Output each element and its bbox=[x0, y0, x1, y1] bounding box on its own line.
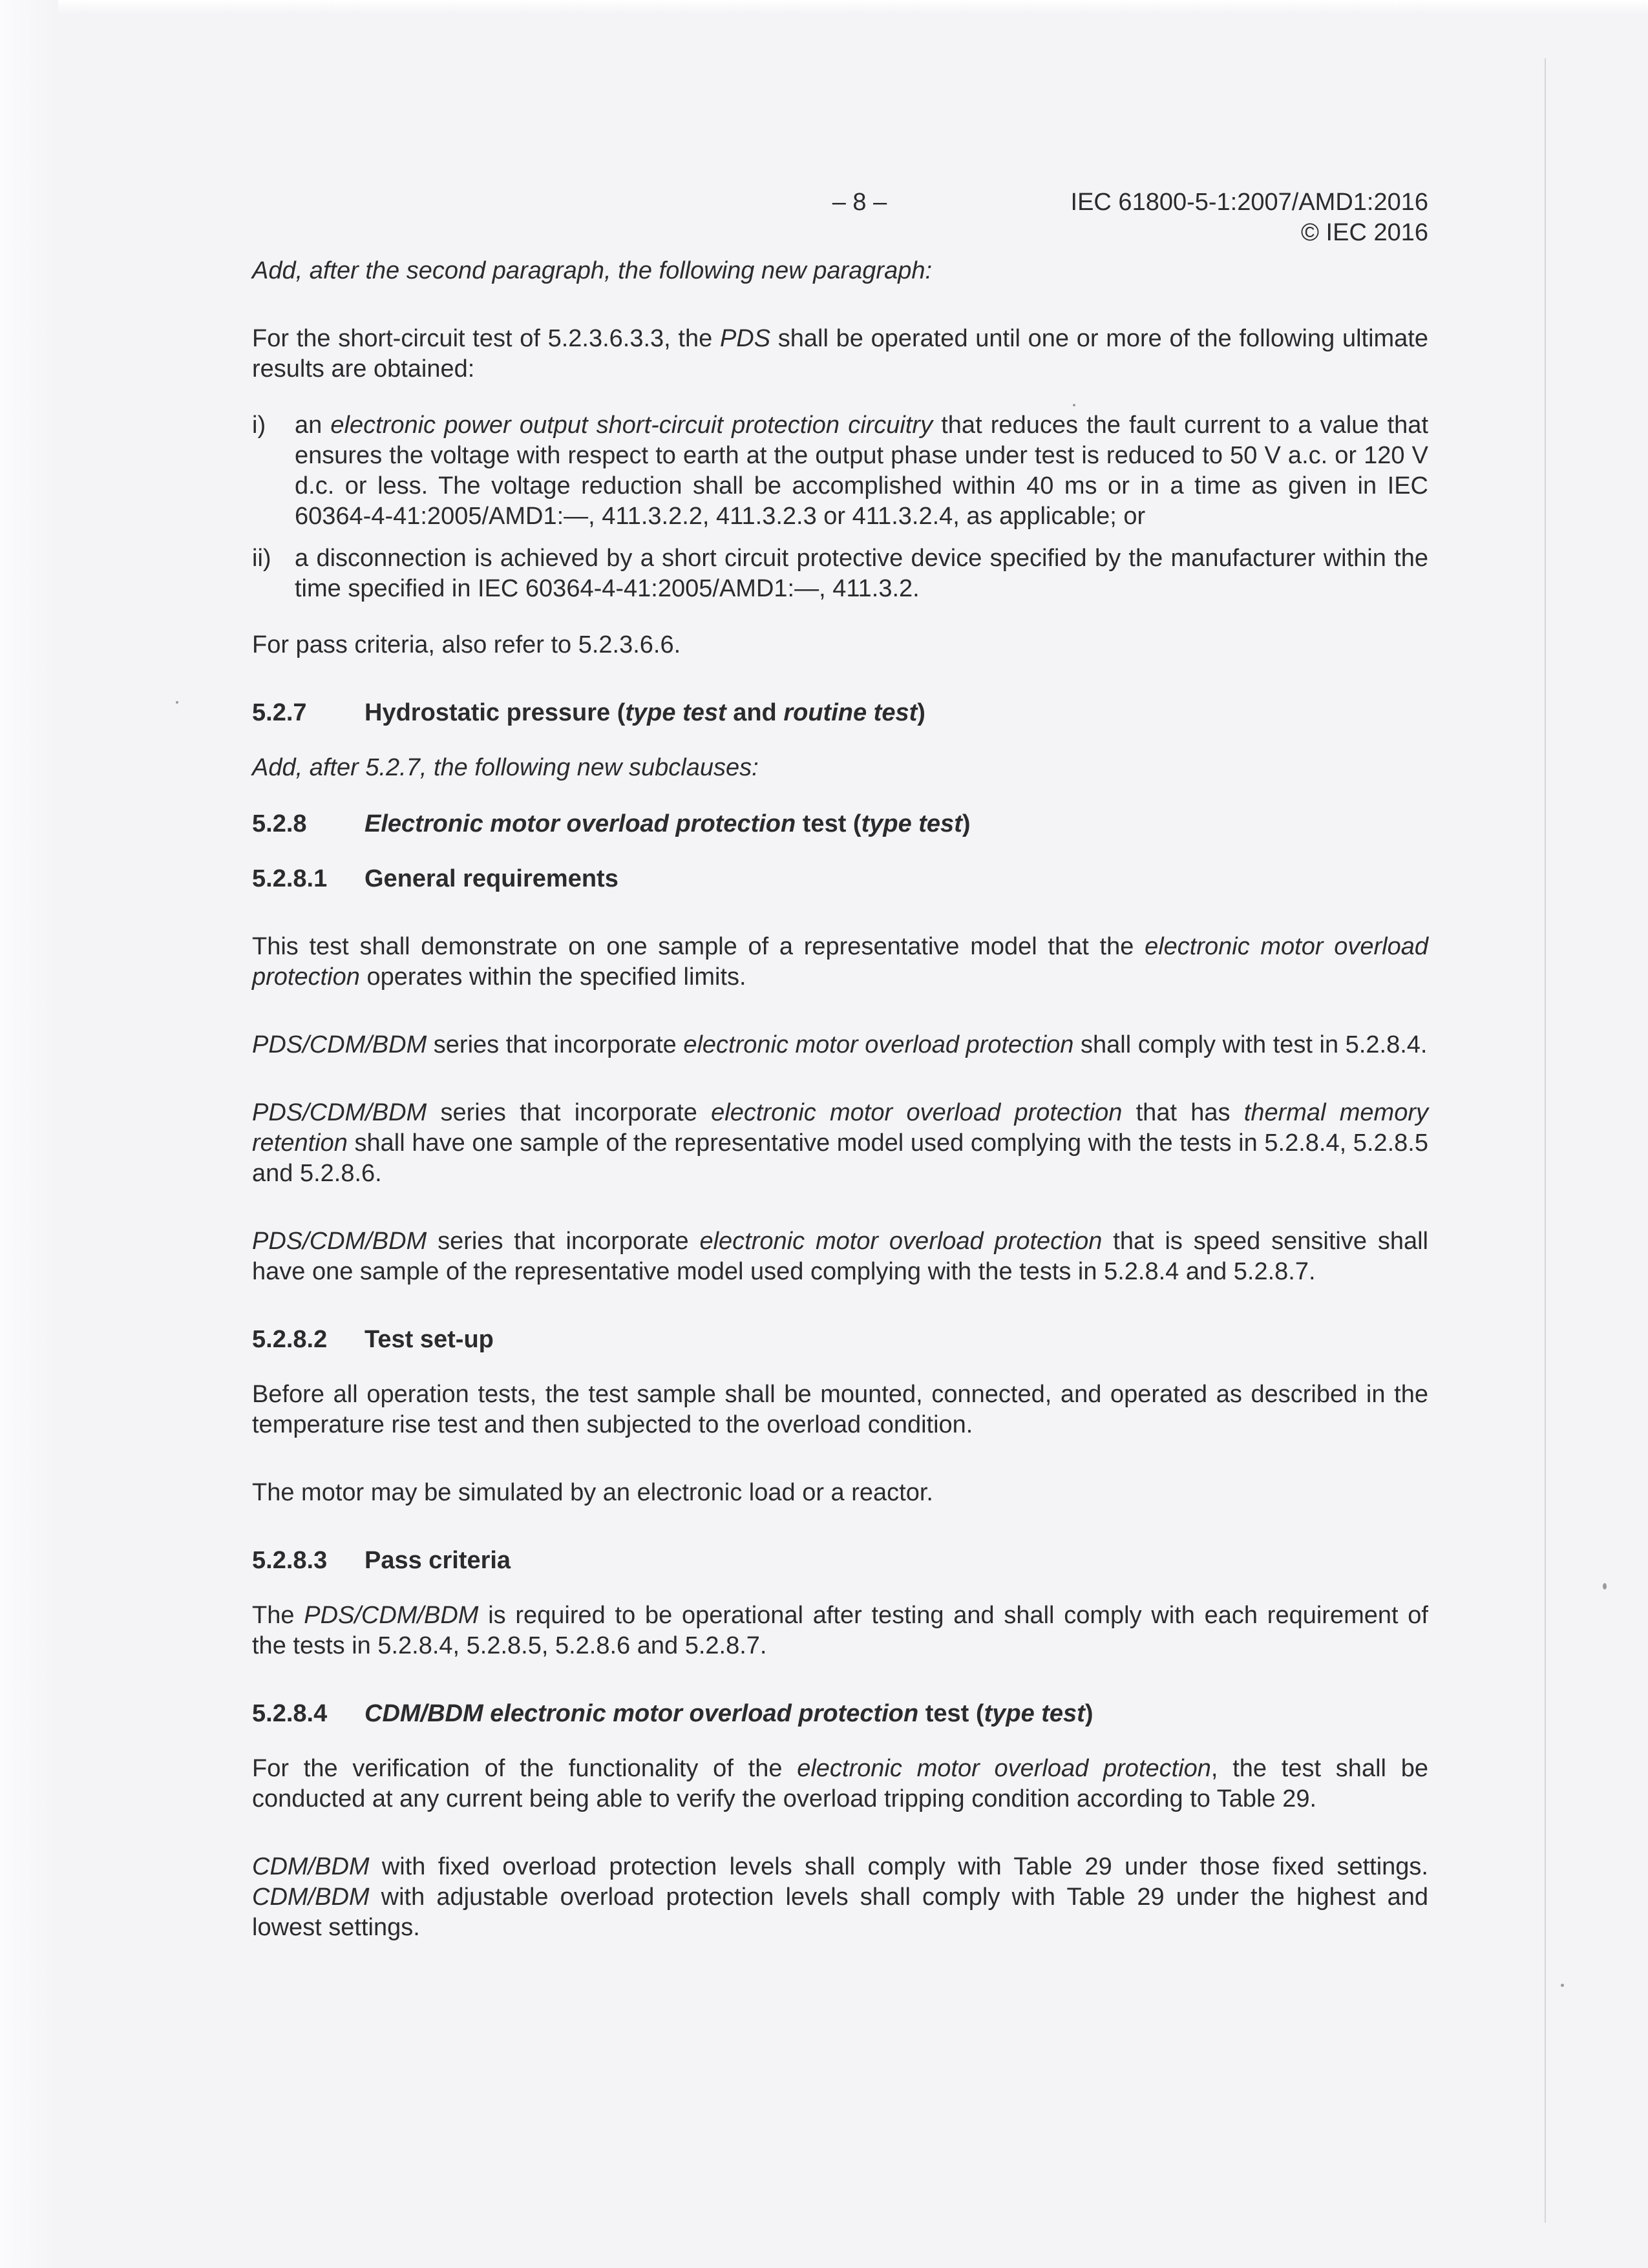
scan-edge-left bbox=[0, 0, 58, 2268]
clause-title bbox=[364, 810, 971, 837]
text-run: shall be operated until one or more of the following ultimate results are obtained: bbox=[252, 325, 1428, 383]
defined-term: routine test bbox=[783, 699, 918, 726]
heading-5-2-8-3 bbox=[252, 1546, 1428, 1576]
paragraph-series-comply bbox=[252, 1030, 1428, 1060]
document-page bbox=[252, 187, 1428, 1980]
paragraph-short-circuit-test bbox=[252, 324, 1428, 384]
clause-number: 5.2.8 bbox=[252, 810, 307, 837]
text-run: The bbox=[252, 1602, 304, 1629]
scan-fold-line bbox=[1545, 58, 1546, 2223]
defined-term: CDM/BDM electronic motor overload protection bbox=[364, 1700, 919, 1727]
heading-5-2-8-2 bbox=[252, 1325, 1428, 1355]
page-header bbox=[252, 187, 1428, 256]
paragraph-general bbox=[252, 932, 1428, 992]
defined-term: PDS/CDM/BDM bbox=[252, 1228, 427, 1255]
text-run: For the verification of the functionality of the bbox=[252, 1755, 798, 1782]
clause-title bbox=[364, 1700, 1093, 1727]
paragraph-pass-criteria-ref: For pass criteria, also refer to 5.2.3.6.6. bbox=[252, 631, 681, 658]
defined-term: type test bbox=[984, 1700, 1085, 1727]
scan-edge-top bbox=[0, 0, 1648, 14]
defined-term: electronic motor overload protection bbox=[699, 1228, 1103, 1255]
text-run: series that incorporate bbox=[427, 1099, 712, 1126]
clause-number: 5.2.8.1 bbox=[252, 865, 328, 892]
text-run: ) bbox=[917, 699, 925, 726]
paragraph-pass-criteria bbox=[252, 1601, 1428, 1661]
clause-title: Pass criteria bbox=[364, 1547, 511, 1574]
defined-term: CDM/BDM bbox=[252, 1853, 370, 1880]
text-run: that has bbox=[1122, 1099, 1244, 1126]
list-item bbox=[252, 410, 1428, 532]
defined-term: type test bbox=[861, 810, 962, 837]
scan-speck bbox=[176, 701, 178, 704]
ultimate-results-list bbox=[252, 410, 1428, 604]
paragraph-speed-sensitive bbox=[252, 1226, 1428, 1287]
standard-number: IEC 61800-5-1:2007/AMD1:2016 bbox=[1070, 189, 1428, 216]
text-run: ) bbox=[962, 810, 971, 837]
clause-title: General requirements bbox=[364, 865, 618, 892]
defined-term: thermal memory retention bbox=[252, 1099, 1428, 1157]
list-item-text bbox=[295, 410, 1428, 532]
text-run: , the test shall be conducted at any current being able to verify the overload tripping condition according to Table 29. bbox=[252, 1755, 1428, 1812]
text-run: series that incorporate bbox=[427, 1228, 700, 1255]
defined-term: electronic motor overload protection bbox=[252, 933, 1428, 991]
defined-term: type test bbox=[625, 699, 726, 726]
text-run: series that incorporate bbox=[427, 1031, 684, 1058]
defined-term: CDM/BDM bbox=[252, 1884, 370, 1911]
paragraph-thermal-memory bbox=[252, 1098, 1428, 1189]
defined-term: PDS bbox=[719, 325, 771, 352]
text-run: ) bbox=[1084, 1700, 1093, 1727]
editing-instruction: Add, after the second paragraph, the following new paragraph: bbox=[252, 257, 933, 284]
defined-term: electronic motor overload protection bbox=[711, 1099, 1123, 1126]
defined-term: electronic motor overload protection bbox=[683, 1031, 1074, 1058]
defined-term: PDS/CDM/BDM bbox=[252, 1031, 427, 1058]
heading-5-2-8-1 bbox=[252, 864, 1428, 894]
list-marker: i) bbox=[252, 412, 266, 439]
clause-number: 5.2.8.4 bbox=[252, 1700, 328, 1727]
text-run: test ( bbox=[796, 810, 861, 837]
text-run: and bbox=[726, 699, 784, 726]
list-item-text bbox=[295, 543, 1428, 604]
clause-title bbox=[364, 699, 925, 726]
list-item bbox=[252, 543, 1428, 604]
clause-number: 5.2.7 bbox=[252, 699, 307, 726]
clause-title: Test set-up bbox=[364, 1326, 494, 1353]
defined-term: Electronic motor overload protection bbox=[364, 810, 796, 837]
clause-number: 5.2.8.2 bbox=[252, 1326, 328, 1353]
defined-term: PDS/CDM/BDM bbox=[252, 1099, 427, 1126]
text-run: is required to be operational after testing and shall comply with each requirement of the tests in 5.2.8.4, 5.2.8.5, 5.2.8.6 and 5.2.8.7. bbox=[252, 1602, 1428, 1659]
defined-term: PDS/CDM/BDM bbox=[304, 1602, 479, 1629]
defined-term: electronic motor overload protection bbox=[797, 1755, 1211, 1782]
editing-instruction: Add, after 5.2.7, the following new subclauses: bbox=[252, 754, 759, 781]
text-run: operates within the specified limits. bbox=[359, 963, 746, 991]
text-run: with fixed overload protection levels shall comply with Table 29 under those fixed settings. bbox=[369, 1853, 1428, 1880]
text-run: shall have one sample of the representative model used complying with the tests in 5.2.8.4, 5.2.8.5 and 5.2.8.6. bbox=[252, 1129, 1428, 1187]
text-run: Hydrostatic pressure ( bbox=[364, 699, 626, 726]
paragraph-motor-simulation: The motor may be simulated by an electronic load or a reactor. bbox=[252, 1479, 933, 1506]
scan-speck bbox=[1603, 1583, 1607, 1590]
text-run: test ( bbox=[918, 1700, 984, 1727]
paragraph-verification bbox=[252, 1754, 1428, 1814]
heading-5-2-7 bbox=[252, 698, 1428, 728]
paragraph-test-setup: Before all operation tests, the test sample shall be mounted, connected, and operated as described in the temperature rise test and then subjected to the overload condition. bbox=[252, 1381, 1428, 1438]
paragraph-fixed-adjustable bbox=[252, 1852, 1428, 1943]
document-identifier bbox=[1071, 187, 1428, 248]
text-run: an bbox=[295, 412, 331, 439]
heading-5-2-8 bbox=[252, 809, 1428, 839]
text-run: with adjustable overload protection levels shall comply with Table 29 under the highest and lowest settings. bbox=[252, 1884, 1428, 1941]
copyright-notice: © IEC 2016 bbox=[1301, 219, 1428, 246]
list-marker: ii) bbox=[252, 545, 271, 572]
text-run: This test shall demonstrate on one sample of a representative model that the bbox=[252, 933, 1145, 960]
defined-term: electronic power output short-circuit protection circuitry bbox=[330, 412, 933, 439]
text-run: shall comply with test in 5.2.8.4. bbox=[1073, 1031, 1428, 1058]
text-run: For the short-circuit test of 5.2.3.6.3.3, the bbox=[252, 325, 720, 352]
text-run: that is speed sensitive shall have one sample of the representative model used complying with the tests in 5.2.8.4 and 5.2.8.7. bbox=[252, 1228, 1428, 1285]
heading-5-2-8-4 bbox=[252, 1699, 1428, 1729]
clause-number: 5.2.8.3 bbox=[252, 1547, 328, 1574]
scan-speck bbox=[1561, 1984, 1564, 1987]
text-run: a disconnection is achieved by a short circuit protective device specified by the manufacturer within the time specified in IEC 60364-4-41:2005/AMD1:—, 411.3.2. bbox=[295, 545, 1428, 602]
page-number: – 8 – bbox=[832, 189, 887, 216]
text-run: that reduces the fault current to a value that ensures the voltage with respect to earth at the output phase under test is reduced to 50 V a.c. or 120 V d.c. or less. The voltage reduction shall be accomplished within 40 ms or in a time as given in IEC 60364-4-41:2005/AMD1:—, 411.3.2.2, 411.3.2.3 or 411.3.2.4, as applicable; or bbox=[295, 412, 1428, 530]
